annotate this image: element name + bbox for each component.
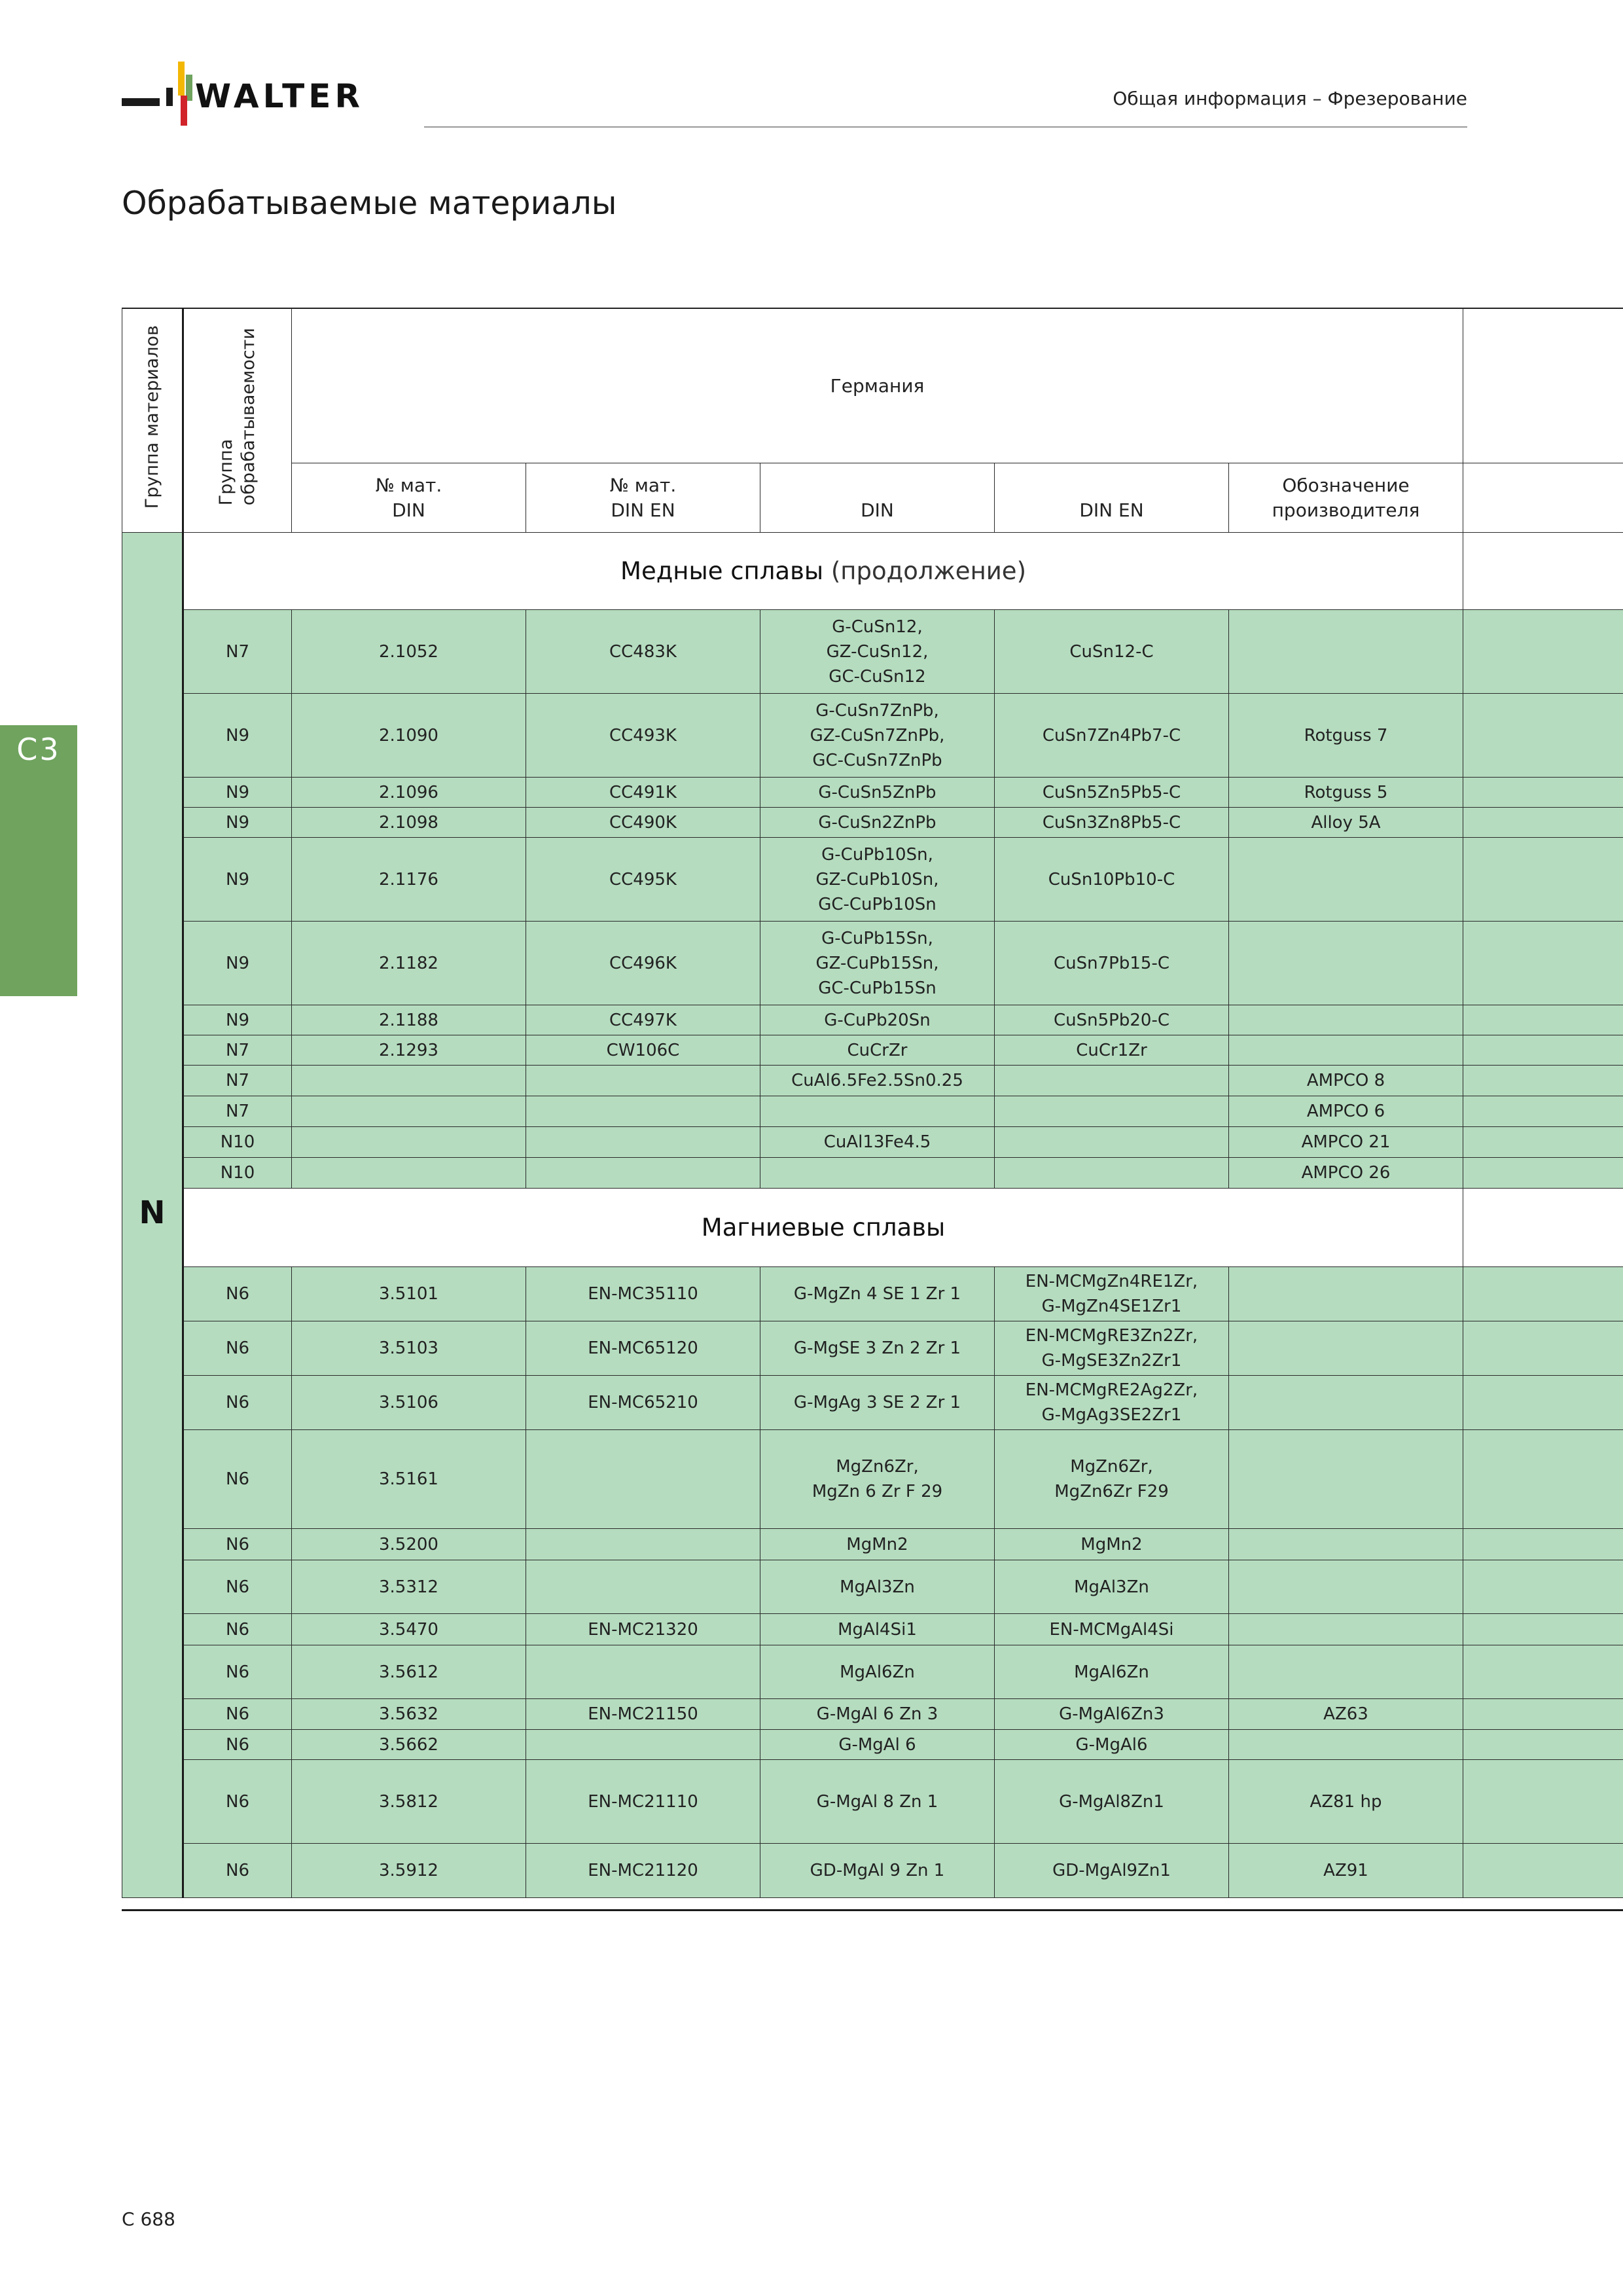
table-row	[122, 1005, 1623, 1035]
extra-cell	[1463, 1560, 1623, 1614]
manufacturer-designation	[1229, 1430, 1463, 1529]
din-en-designation: CuSn5Pb20-C	[995, 1005, 1229, 1035]
din-number: 2.1090	[292, 694, 526, 778]
din-designation: G-MgAg 3 SE 2 Zr 1	[760, 1376, 995, 1430]
manufacturer-designation: AZ91	[1229, 1844, 1463, 1898]
manufacturer-designation	[1229, 1376, 1463, 1430]
din-designation: G-MgSE 3 Zn 2 Zr 1	[760, 1321, 995, 1376]
extra-cell	[1463, 1096, 1623, 1127]
table-row	[122, 1376, 1623, 1430]
materials-table-container	[122, 308, 1623, 1911]
din-en-number: EN-MC35110	[526, 1267, 760, 1321]
table-row	[122, 1127, 1623, 1158]
din-designation	[760, 1158, 995, 1189]
din-en-number: CW106C	[526, 1035, 760, 1066]
din-number: 2.1052	[292, 610, 526, 694]
section-header	[183, 1189, 1463, 1267]
machinability-group: N6	[183, 1645, 292, 1699]
header-din-number: № мат. DIN	[292, 463, 526, 533]
din-en-number: CC491K	[526, 778, 760, 808]
din-number: 2.1098	[292, 808, 526, 838]
din-designation: G-CuPb10Sn, GZ-CuPb10Sn, GC-CuPb10Sn	[760, 838, 995, 922]
din-designation: G-MgAl 6 Zn 3	[760, 1699, 995, 1730]
extra-cell	[1463, 1267, 1623, 1321]
machinability-group: N7	[183, 1066, 292, 1096]
din-designation: G-MgAl 8 Zn 1	[760, 1760, 995, 1844]
din-number: 3.5662	[292, 1730, 526, 1760]
extra-cell	[1463, 610, 1623, 694]
machinability-group: N9	[183, 838, 292, 922]
logo-bar-dark-left	[122, 98, 160, 106]
extra-cell	[1463, 1035, 1623, 1066]
din-en-number: EN-MC21120	[526, 1844, 760, 1898]
din-number: 3.5812	[292, 1760, 526, 1844]
table-row	[122, 1096, 1623, 1127]
din-en-number	[526, 1158, 760, 1189]
extra-cell	[1463, 1614, 1623, 1645]
table-row	[122, 1430, 1623, 1529]
table-row	[122, 1614, 1623, 1645]
manufacturer-designation	[1229, 1267, 1463, 1321]
din-designation: CuAl13Fe4.5	[760, 1127, 995, 1158]
table-row	[122, 1267, 1623, 1321]
din-designation: G-CuPb20Sn	[760, 1005, 995, 1035]
table-row	[122, 694, 1623, 778]
page-number: C 688	[122, 2208, 175, 2230]
section-title: Общая информация – Фрезерование	[1113, 88, 1467, 109]
din-en-designation: CuSn10Pb10-C	[995, 838, 1229, 922]
manufacturer-designation	[1229, 838, 1463, 922]
din-designation: CuCrZr	[760, 1035, 995, 1066]
din-designation: G-CuSn12, GZ-CuSn12, GC-CuSn12	[760, 610, 995, 694]
table-row	[122, 1699, 1623, 1730]
header-din-en-number: № мат. DIN EN	[526, 463, 760, 533]
manufacturer-designation: AMPCO 8	[1229, 1066, 1463, 1096]
manufacturer-designation	[1229, 1614, 1463, 1645]
machinability-group: N6	[183, 1730, 292, 1760]
din-number	[292, 1066, 526, 1096]
din-designation: G-CuSn2ZnPb	[760, 808, 995, 838]
table-row	[122, 838, 1623, 922]
machinability-group: N6	[183, 1560, 292, 1614]
extra-cell	[1463, 1760, 1623, 1844]
machinability-group: N6	[183, 1430, 292, 1529]
extra-cell	[1463, 808, 1623, 838]
material-group-cell	[122, 533, 183, 1898]
header-country: Германия	[292, 309, 1463, 463]
din-en-number: EN-MC65120	[526, 1321, 760, 1376]
din-designation: MgAl6Zn	[760, 1645, 995, 1699]
table-row	[122, 808, 1623, 838]
din-number	[292, 1096, 526, 1127]
header-rule	[424, 126, 1467, 128]
din-en-designation: GD-MgAl9Zn1	[995, 1844, 1229, 1898]
chapter-tab-label: C3	[16, 732, 61, 767]
din-en-designation: MgMn2	[995, 1529, 1229, 1560]
machinability-group: N6	[183, 1376, 292, 1430]
machinability-group: N9	[183, 694, 292, 778]
table-row	[122, 922, 1623, 1005]
din-en-number	[526, 1430, 760, 1529]
manufacturer-designation	[1229, 1321, 1463, 1376]
din-en-designation: CuCr1Zr	[995, 1035, 1229, 1066]
header-din: DIN	[760, 463, 995, 533]
machinability-group: N9	[183, 778, 292, 808]
extra-cell	[1463, 1430, 1623, 1529]
din-en-number: CC495K	[526, 838, 760, 922]
extra-cell	[1463, 838, 1623, 922]
header-machinability-group: Группа обрабатываемости	[183, 309, 292, 533]
manufacturer-designation: AZ63	[1229, 1699, 1463, 1730]
table-row	[122, 1158, 1623, 1189]
section-extra-cell	[1463, 1189, 1623, 1267]
manufacturer-designation: AZ81 hp	[1229, 1760, 1463, 1844]
extra-cell	[1463, 1529, 1623, 1560]
header-extra-2	[1463, 463, 1623, 533]
din-en-designation: EN-MCMgAl4Si	[995, 1614, 1229, 1645]
din-en-number: CC490K	[526, 808, 760, 838]
din-en-number	[526, 1127, 760, 1158]
din-number: 3.5632	[292, 1699, 526, 1730]
din-en-designation: CuSn7Zn4Pb7-C	[995, 694, 1229, 778]
din-en-number: EN-MC21320	[526, 1614, 760, 1645]
manufacturer-designation	[1229, 1645, 1463, 1699]
table-row	[122, 1035, 1623, 1066]
machinability-group: N7	[183, 610, 292, 694]
din-number: 3.5612	[292, 1645, 526, 1699]
manufacturer-designation	[1229, 610, 1463, 694]
din-designation: GD-MgAl 9 Zn 1	[760, 1844, 995, 1898]
table-row	[122, 1560, 1623, 1614]
din-en-designation: CuSn5Zn5Pb5-C	[995, 778, 1229, 808]
manufacturer-designation	[1229, 922, 1463, 1005]
din-number: 3.5312	[292, 1560, 526, 1614]
manufacturer-designation: Rotguss 5	[1229, 778, 1463, 808]
din-en-number: EN-MC21150	[526, 1699, 760, 1730]
din-designation: MgMn2	[760, 1529, 995, 1560]
machinability-group: N6	[183, 1844, 292, 1898]
machinability-group: N9	[183, 922, 292, 1005]
din-designation: G-CuPb15Sn, GZ-CuPb15Sn, GC-CuPb15Sn	[760, 922, 995, 1005]
manufacturer-designation: AMPCO 21	[1229, 1127, 1463, 1158]
manufacturer-designation	[1229, 1730, 1463, 1760]
din-designation: MgZn6Zr, MgZn 6 Zr F 29	[760, 1430, 995, 1529]
din-en-designation: EN-MCMgZn4RE1Zr, G-MgZn4SE1Zr1	[995, 1267, 1229, 1321]
machinability-group: N6	[183, 1321, 292, 1376]
extra-cell	[1463, 1844, 1623, 1898]
machinability-group: N7	[183, 1035, 292, 1066]
section-extra-cell	[1463, 533, 1623, 610]
table-row	[122, 610, 1623, 694]
extra-cell	[1463, 1066, 1623, 1096]
din-en-designation: EN-MCMgRE3Zn2Zr, G-MgSE3Zn2Zr1	[995, 1321, 1229, 1376]
din-en-number	[526, 1096, 760, 1127]
din-number: 3.5103	[292, 1321, 526, 1376]
din-en-number: CC493K	[526, 694, 760, 778]
table-row	[122, 778, 1623, 808]
din-en-designation: G-MgAl8Zn1	[995, 1760, 1229, 1844]
din-en-number: CC496K	[526, 922, 760, 1005]
din-number	[292, 1127, 526, 1158]
din-en-number: EN-MC65210	[526, 1376, 760, 1430]
din-number: 2.1176	[292, 838, 526, 922]
section-title: Медные сплавы	[620, 556, 824, 585]
machinability-group: N10	[183, 1158, 292, 1189]
extra-cell	[1463, 694, 1623, 778]
extra-cell	[1463, 1005, 1623, 1035]
manufacturer-designation	[1229, 1560, 1463, 1614]
table-row	[122, 1645, 1623, 1699]
extra-cell	[1463, 1730, 1623, 1760]
din-en-number	[526, 1730, 760, 1760]
machinability-group: N9	[183, 808, 292, 838]
machinability-group: N9	[183, 1005, 292, 1035]
table-bottom-rule	[122, 1909, 1623, 1911]
din-en-designation	[995, 1066, 1229, 1096]
din-en-number: EN-MC21110	[526, 1760, 760, 1844]
din-number: 3.5106	[292, 1376, 526, 1430]
machinability-group: N6	[183, 1760, 292, 1844]
machinability-group: N6	[183, 1529, 292, 1560]
section-note: (продолжение)	[830, 556, 1027, 585]
section-title: Магниевые сплавы	[701, 1213, 946, 1242]
din-en-designation	[995, 1127, 1229, 1158]
header-manufacturer: Обозначение производителя	[1229, 463, 1463, 533]
logo-bar-red	[181, 96, 187, 126]
logo-bar-yellow	[178, 62, 185, 96]
din-number: 2.1182	[292, 922, 526, 1005]
din-designation	[760, 1096, 995, 1127]
manufacturer-designation: AMPCO 26	[1229, 1158, 1463, 1189]
din-number: 3.5200	[292, 1529, 526, 1560]
din-en-designation	[995, 1096, 1229, 1127]
din-en-number	[526, 1560, 760, 1614]
extra-cell	[1463, 922, 1623, 1005]
din-number: 3.5101	[292, 1267, 526, 1321]
extra-cell	[1463, 1376, 1623, 1430]
din-number: 3.5470	[292, 1614, 526, 1645]
din-en-designation	[995, 1158, 1229, 1189]
din-en-number: CC483K	[526, 610, 760, 694]
extra-cell	[1463, 1158, 1623, 1189]
machinability-group: N6	[183, 1267, 292, 1321]
din-en-designation: MgAl6Zn	[995, 1645, 1229, 1699]
din-en-designation: CuSn7Pb15-C	[995, 922, 1229, 1005]
din-designation: MgAl4Si1	[760, 1614, 995, 1645]
manufacturer-designation	[1229, 1035, 1463, 1066]
din-en-designation: MgAl3Zn	[995, 1560, 1229, 1614]
din-en-number	[526, 1529, 760, 1560]
extra-cell	[1463, 1321, 1623, 1376]
machinability-group: N10	[183, 1127, 292, 1158]
din-designation: G-CuSn7ZnPb, GZ-CuSn7ZnPb, GC-CuSn7ZnPb	[760, 694, 995, 778]
table-row	[122, 1529, 1623, 1560]
din-en-designation: CuSn3Zn8Pb5-C	[995, 808, 1229, 838]
din-number: 3.5912	[292, 1844, 526, 1898]
din-en-number	[526, 1066, 760, 1096]
manufacturer-designation	[1229, 1529, 1463, 1560]
din-en-designation: CuSn12-C	[995, 610, 1229, 694]
din-en-designation: MgZn6Zr, MgZn6Zr F29	[995, 1430, 1229, 1529]
manufacturer-designation	[1229, 1005, 1463, 1035]
table-row	[122, 1844, 1623, 1898]
table-row	[122, 1066, 1623, 1096]
din-designation: MgAl3Zn	[760, 1560, 995, 1614]
din-en-designation: G-MgAl6Zn3	[995, 1699, 1229, 1730]
extra-cell	[1463, 1127, 1623, 1158]
din-designation: G-MgZn 4 SE 1 Zr 1	[760, 1267, 995, 1321]
material-group-letter: N	[139, 1194, 166, 1231]
din-number: 2.1293	[292, 1035, 526, 1066]
header-material-group: Группа материалов	[122, 309, 183, 533]
din-designation: CuAl6.5Fe2.5Sn0.25	[760, 1066, 995, 1096]
din-en-number: CC497K	[526, 1005, 760, 1035]
page-title: Обрабатываемые материалы	[122, 185, 617, 222]
table-row	[122, 1760, 1623, 1844]
machinability-group: N6	[183, 1699, 292, 1730]
machinability-group: N7	[183, 1096, 292, 1127]
din-designation: G-MgAl 6	[760, 1730, 995, 1760]
din-number: 3.5161	[292, 1430, 526, 1529]
header-din-en: DIN EN	[995, 463, 1229, 533]
manufacturer-designation: Alloy 5A	[1229, 808, 1463, 838]
table-row	[122, 1730, 1623, 1760]
din-en-designation: EN-MCMgRE2Ag2Zr, G-MgAg3SE2Zr1	[995, 1376, 1229, 1430]
logo-wordmark: WALTER	[195, 77, 364, 115]
logo-bar-dark-short	[166, 88, 173, 106]
header-extra	[1463, 309, 1623, 463]
manufacturer-designation: Rotguss 7	[1229, 694, 1463, 778]
din-number: 2.1096	[292, 778, 526, 808]
machinability-group: N6	[183, 1614, 292, 1645]
din-en-number	[526, 1645, 760, 1699]
extra-cell	[1463, 1699, 1623, 1730]
table-row	[122, 1321, 1623, 1376]
din-number: 2.1188	[292, 1005, 526, 1035]
section-header	[183, 533, 1463, 610]
extra-cell	[1463, 778, 1623, 808]
din-en-designation: G-MgAl6	[995, 1730, 1229, 1760]
extra-cell	[1463, 1645, 1623, 1699]
manufacturer-designation: AMPCO 6	[1229, 1096, 1463, 1127]
din-designation: G-CuSn5ZnPb	[760, 778, 995, 808]
materials-table	[122, 308, 1623, 1898]
din-number	[292, 1158, 526, 1189]
